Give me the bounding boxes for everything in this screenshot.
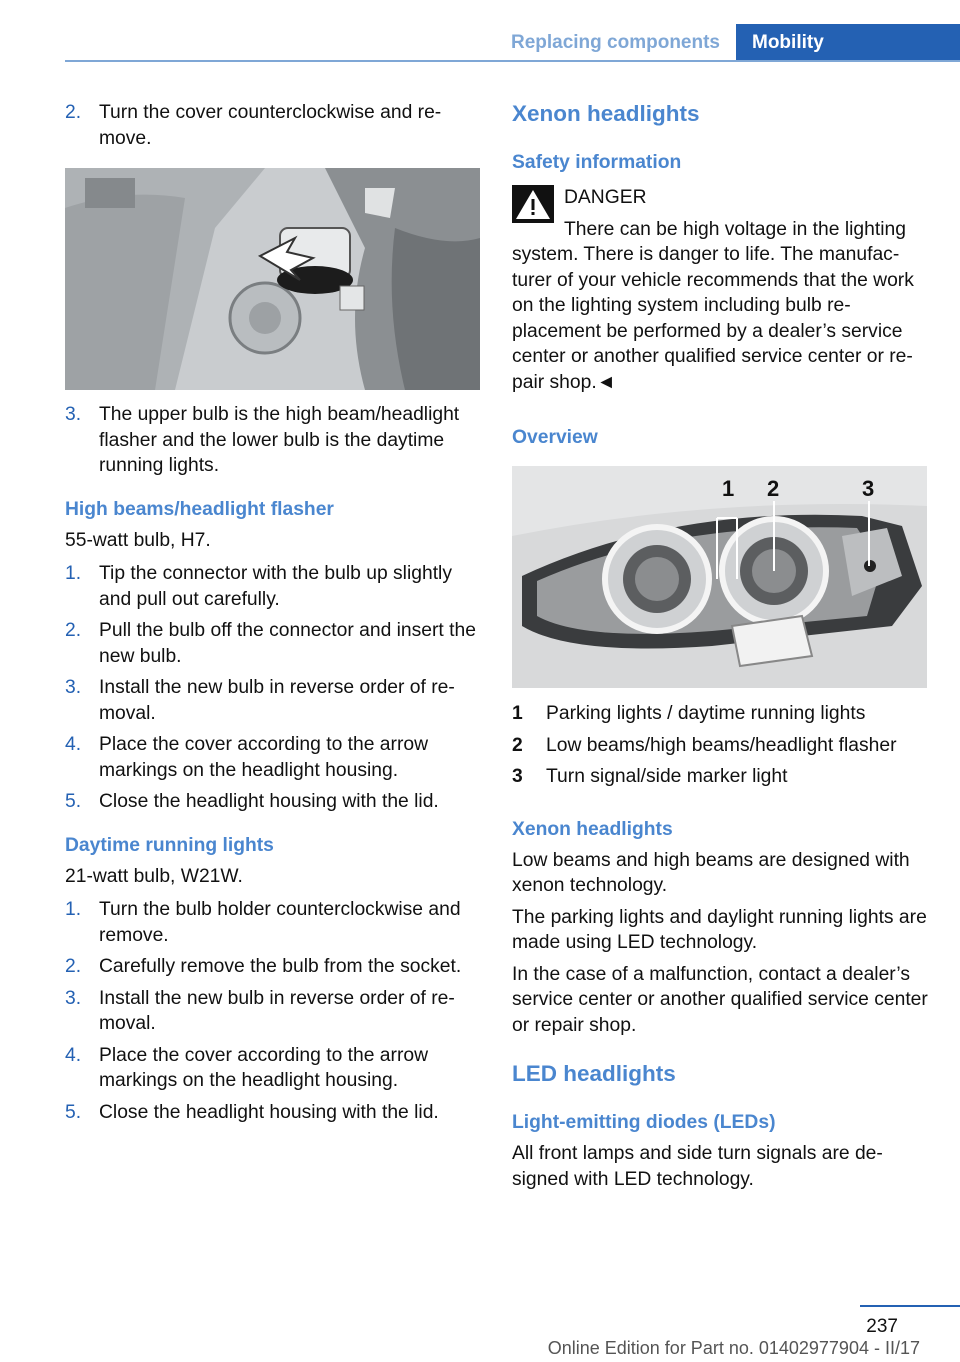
step-number: 4.	[65, 1044, 82, 1066]
right-column	[512, 100, 930, 1192]
step-item	[65, 561, 480, 612]
daytime-steps	[65, 897, 480, 1125]
step-item	[65, 986, 480, 1037]
step-text: Install the new bulb in reverse order of removal.	[99, 677, 455, 724]
header-section-title: Replacing components	[510, 32, 720, 53]
legend-row	[512, 761, 930, 793]
step-text: Turn the bulb holder counterclockwise and remove.	[99, 899, 461, 946]
step-item	[65, 897, 480, 948]
step-text: The upper bulb is the high beam/headlight flasher and the lower bulb is the daytime running lights.	[99, 404, 460, 476]
danger-notice	[512, 185, 930, 395]
step-item	[65, 732, 480, 783]
step-number: 3.	[65, 677, 82, 698]
callout-1: 1	[722, 476, 735, 501]
legend-row	[512, 698, 930, 730]
step-number: 2.	[65, 956, 82, 977]
led-title: LED headlights	[512, 1061, 676, 1086]
step-item	[65, 954, 480, 980]
step-text: Place the cover according to the arrow markings on the headlight housing.	[99, 1044, 429, 1091]
left-column	[65, 100, 480, 1131]
step-item	[65, 100, 480, 151]
callout-2: 2	[767, 476, 780, 501]
cover-removal-steps	[65, 100, 480, 151]
step-text: Tip the connector with the bulb up slightly and pull out carefully.	[99, 563, 452, 610]
legend-number: 2	[512, 734, 523, 756]
step-number: 2.	[65, 102, 82, 123]
xenon-title: Xenon headlights	[512, 101, 700, 126]
step-number: 3.	[65, 987, 82, 1009]
step-item	[65, 1100, 480, 1126]
step-item	[65, 1043, 480, 1094]
step-number: 5.	[65, 1101, 82, 1123]
legend-row	[512, 730, 930, 762]
step-text: Pull the bulb off the connector and insert the new bulb.	[99, 620, 476, 667]
danger-label: DANGER	[564, 187, 647, 208]
safety-heading: Safety information	[512, 152, 682, 173]
led-paragraph: All front lamps and side turn signals are designed with LED technology.	[512, 1143, 883, 1190]
step-item	[65, 618, 480, 669]
header-chapter-tab: Mobility	[736, 24, 960, 62]
step-item	[65, 402, 480, 479]
danger-text: There can be high voltage in the lighting system. There is danger to life. The manufacturer of your vehicle recommends that the work on the lighting system including bulb replacement be performed by a dealer’s service center or another qualified service center or repair shop.◄	[512, 218, 914, 393]
headlight-overview-photo	[512, 466, 927, 688]
step-text: Close the headlight housing with the lid.	[99, 1101, 439, 1123]
header-rule	[65, 60, 960, 62]
high-beams-steps	[65, 561, 480, 815]
step-item	[65, 675, 480, 726]
step-number: 4.	[65, 734, 82, 755]
warning-triangle-icon	[512, 185, 554, 223]
page-number: 237	[866, 1316, 898, 1337]
high-beams-bulb-spec: 55‑watt bulb, H7.	[65, 529, 211, 551]
step-number: 2.	[65, 620, 82, 641]
step-number: 5.	[65, 791, 82, 812]
step-text: Place the cover according to the arrow markings on the headlight housing.	[99, 734, 429, 781]
legend-text: Low beams/high beams/headlight flasher	[546, 734, 897, 756]
xenon-paragraph-3: In the case of a malfunction, contact a dealer’s service center or another qualified service center or repair shop.	[512, 963, 928, 1036]
step-text: Turn the cover counterclockwise and remove.	[99, 102, 442, 149]
overview-heading: Overview	[512, 427, 598, 448]
edition-footer: Online Edition for Part no. 01402977904 - II/17	[547, 1338, 920, 1358]
step-item	[65, 789, 480, 815]
legend-number: 3	[512, 766, 523, 787]
high-beams-section	[65, 497, 480, 815]
legend-text: Turn signal/side marker light	[546, 766, 788, 787]
step-text: Install the new bulb in reverse order of removal.	[99, 987, 455, 1034]
bulb-location-step	[65, 402, 480, 479]
headlight-overview-illustration	[512, 466, 927, 688]
xenon-paragraph-2: The parking lights and daylight running lights are made using LED technology.	[512, 906, 927, 953]
step-text: Close the headlight housing with the lid.	[99, 791, 439, 812]
overview-legend	[512, 698, 930, 793]
footer-rule	[860, 1305, 960, 1307]
callout-3: 3	[862, 476, 875, 501]
step-number: 3.	[65, 404, 82, 425]
led-subheading: Light-emitting diodes (LEDs)	[512, 1112, 776, 1133]
step-text: Carefully remove the bulb from the socket.	[99, 956, 462, 977]
headlight-housing-photo	[65, 168, 480, 390]
high-beams-heading: High beams/headlight flasher	[65, 498, 334, 520]
daytime-heading: Daytime running lights	[65, 834, 274, 856]
legend-number: 1	[512, 703, 523, 724]
xenon-subheading: Xenon headlights	[512, 818, 673, 840]
step-number: 1.	[65, 563, 82, 584]
headlight-housing-illustration	[65, 168, 480, 390]
daytime-bulb-spec: 21‑watt bulb, W21W.	[65, 865, 243, 887]
daytime-section	[65, 833, 480, 1126]
legend-text: Parking lights / daytime running lights	[546, 703, 866, 724]
step-number: 1.	[65, 899, 82, 920]
xenon-paragraph-1: Low beams and high beams are designed with xenon technology.	[512, 849, 910, 896]
